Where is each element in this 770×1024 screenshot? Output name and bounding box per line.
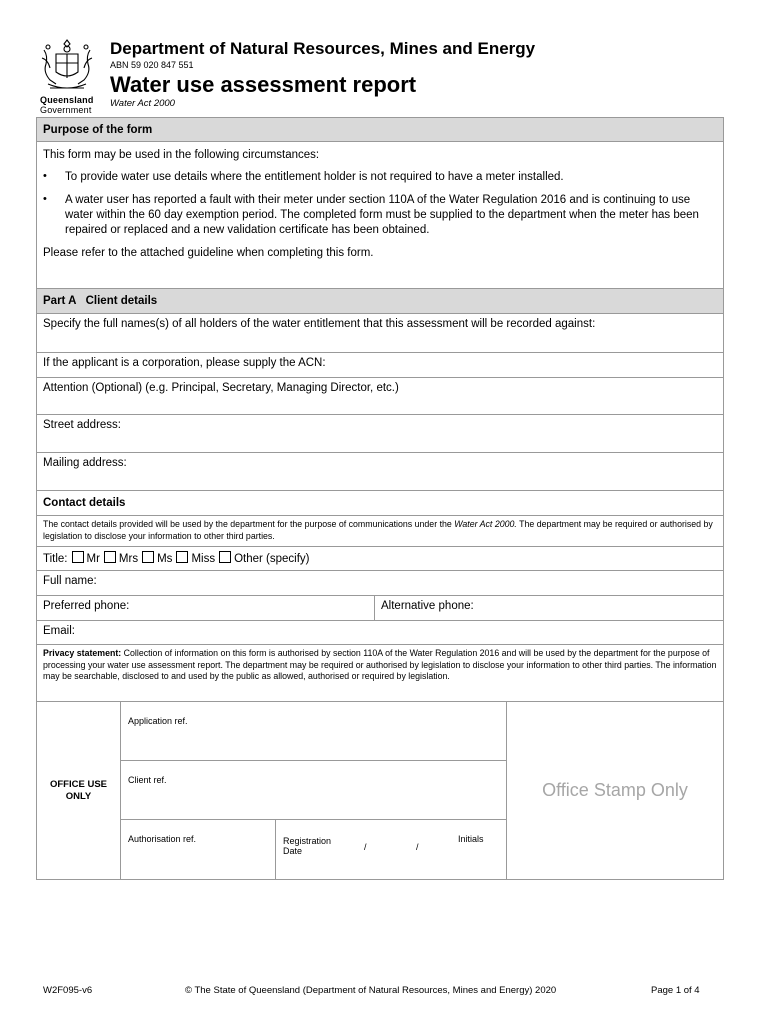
acn-field[interactable]	[36, 353, 724, 378]
abn-number: ABN 59 020 847 551	[110, 60, 194, 70]
alternative-phone-field[interactable]	[375, 596, 723, 620]
phone-row	[36, 596, 724, 621]
contact-notice	[36, 516, 724, 547]
title-option-miss: Miss	[191, 553, 216, 565]
purpose-bullet-1: To provide water use details where the entitlement holder is not required to have a meter installed.	[65, 171, 564, 183]
preferred-phone-field[interactable]	[37, 596, 375, 620]
checkbox-ms[interactable]	[142, 551, 154, 563]
mailing-address-label: Mailing address:	[43, 457, 127, 469]
office-use-label-line1: OFFICE USE	[49, 778, 107, 790]
copyright-notice: © The State of Queensland (Department of Natural Resources, Mines and Energy) 2020	[185, 985, 557, 996]
authorisation-ref-label: Authorisation ref.	[128, 834, 197, 844]
street-address-field[interactable]	[36, 415, 724, 453]
purpose-section	[36, 142, 724, 289]
purpose-intro: This form may be used in the following circumstances:	[43, 149, 320, 161]
logo-word-government: Government	[40, 105, 92, 115]
email-field[interactable]	[36, 621, 724, 645]
act-name: Water Act 2000	[110, 98, 175, 109]
entitlement-holders-label: Specify the full names(s) of all holders of the water entitlement that this assessment will be recorded against:	[43, 318, 596, 330]
acn-label: If the applicant is a corporation, please supply the ACN:	[43, 357, 326, 369]
date-separator-1: /	[364, 842, 367, 852]
application-ref-field[interactable]	[121, 702, 506, 761]
client-ref-label: Client ref.	[128, 775, 167, 785]
date-separator-2: /	[416, 842, 419, 852]
office-refs	[121, 702, 507, 879]
privacy-text: Collection of information on this form is authorised by section 110A of the Water Regulation 2016 and will be used by the department for the purpose of processing your water use assessment report. The department may be required or authorised by legislation to disclose your information to other third parties. The information may be searchable, disclosed to and used by the public as allowed, authorised or required by legislation.	[43, 648, 717, 681]
contact-heading: Contact details	[36, 491, 724, 516]
department-name: Department of Natural Resources, Mines and Energy	[110, 39, 536, 58]
purpose-bullet-2: A water user has reported a fault with their meter under section 110A of the Water Regulation 2016 and is continuing to use water within the 60 day exemption period. The completed form must be supplied to the department when the meter has been repaired or replaced and a new validation certificate has been obtained.	[65, 194, 699, 236]
title-row	[36, 547, 724, 571]
form-title: Water use assessment report	[110, 72, 417, 97]
privacy-label: Privacy statement:	[43, 648, 122, 658]
purpose-heading: Purpose of the form	[36, 117, 724, 142]
attention-label: Attention (Optional) (e.g. Principal, Secretary, Managing Director, etc.)	[43, 382, 399, 394]
office-use-label	[37, 702, 121, 879]
full-name-field[interactable]	[36, 571, 724, 596]
contact-notice-act: Water Act 2000.	[454, 519, 517, 529]
full-name-label: Full name:	[43, 575, 97, 587]
title-label: Title:	[43, 553, 68, 565]
title-option-mr: Mr	[86, 553, 100, 565]
checkbox-other[interactable]	[219, 551, 231, 563]
form-code: W2F095-v6	[43, 985, 93, 996]
registration-date-field[interactable]	[276, 820, 506, 880]
registration-date-label-line1: Registration	[283, 836, 332, 846]
contact-notice-pre: The contact details provided will be used by the department for the purpose of communications under the	[43, 519, 455, 529]
client-ref-field[interactable]	[121, 761, 506, 820]
checkbox-mr[interactable]	[72, 551, 84, 563]
initials-label: Initials	[458, 834, 484, 844]
government-logo-wordmark	[40, 95, 94, 115]
page-number: Page 1 of 4	[651, 985, 700, 996]
part-a-heading: Part A Client details	[36, 289, 724, 314]
street-address-label: Street address:	[43, 419, 121, 431]
purpose-note: Please refer to the attached guideline when completing this form.	[43, 247, 374, 259]
email-label: Email:	[43, 625, 75, 637]
registration-date-label-line2: Date	[283, 846, 303, 856]
application-ref-label: Application ref.	[128, 716, 188, 726]
checkbox-mrs[interactable]	[104, 551, 116, 563]
mailing-address-field[interactable]	[36, 453, 724, 491]
bullet-icon: •	[43, 193, 47, 205]
preferred-phone-label: Preferred phone:	[43, 600, 130, 612]
office-stamp-area: Office Stamp Only	[542, 780, 688, 800]
title-option-ms: Ms	[157, 553, 173, 565]
title-option-mrs: Mrs	[118, 553, 139, 565]
alternative-phone-label: Alternative phone:	[381, 600, 474, 612]
office-use-label-line2: ONLY	[65, 790, 92, 802]
entitlement-holders-field[interactable]	[36, 314, 724, 353]
contact-notice-post: The department may be required or authorised by legislation to disclose your information to other third parties.	[43, 519, 713, 541]
title-option-other: Other (specify)	[234, 553, 310, 565]
logo-word-queensland: Queensland	[40, 95, 94, 105]
authorisation-ref-field[interactable]	[121, 820, 276, 880]
checkbox-miss[interactable]	[176, 551, 188, 563]
privacy-statement	[36, 645, 724, 702]
office-use-section	[36, 702, 724, 880]
bullet-icon: •	[43, 170, 47, 182]
form-body	[36, 117, 724, 880]
attention-field[interactable]	[36, 378, 724, 415]
